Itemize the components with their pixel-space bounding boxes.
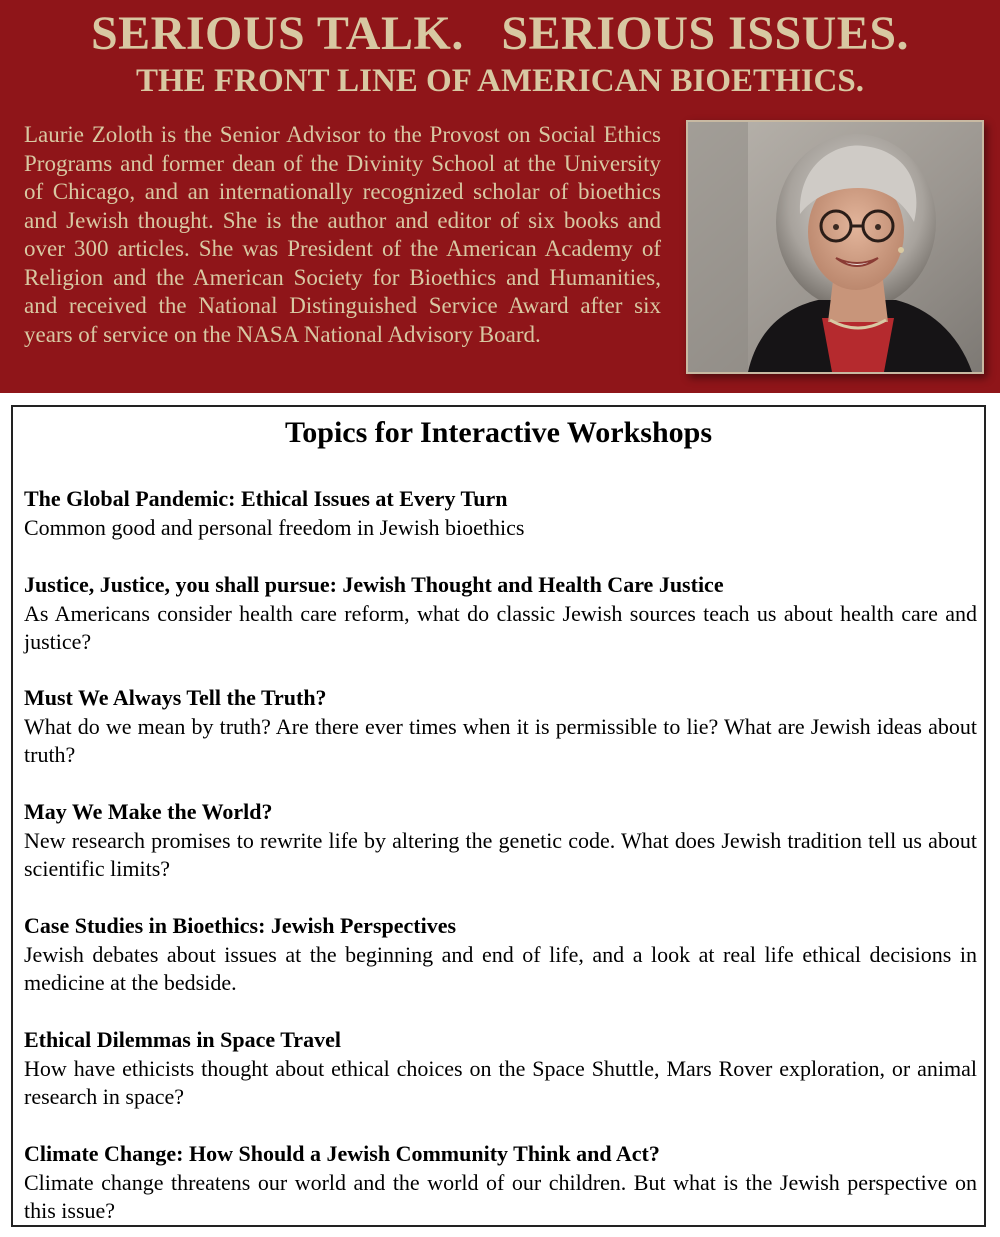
topic-title: May We Make the World? <box>24 799 273 824</box>
topic-description: New research promises to rewrite life by altering the genetic code. What does Jewish tradition tell us about scientific limits? <box>24 827 977 881</box>
topic-description: How have ethicists thought about ethical choices on the Space Shuttle, Mars Rover exploration, or animal research in space? <box>24 1055 977 1109</box>
headline-secondary: THE FRONT LINE OF AMERICAN BIOETHICS. <box>136 63 864 99</box>
speaker-bio: Laurie Zoloth is the Senior Advisor to the Provost on Social Ethics Programs and former dean of the Divinity School at the University of Chicago, and an internationally recognized scholar of bioethics and Jewish thought. She is the author and editor of six books and over 300 articles. She was President of the American Academy of Religion and the American Society for Bioethics and Humanities, and received the National Distinguished Service Award after six years of service on the NASA National Advisory Board. <box>24 122 661 347</box>
workshop-topic <box>24 485 977 542</box>
topic-description: Jewish debates about issues at the beginning and end of life, and a look at real life ethical decisions in medicine at the bedside. <box>24 941 977 995</box>
topic-title: Ethical Dilemmas in Space Travel <box>24 1027 341 1052</box>
topic-title: Justice, Justice, you shall pursue: Jewish Thought and Health Care Justice <box>24 572 724 597</box>
workshop-topic <box>24 1140 977 1226</box>
topic-title: Must We Always Tell the Truth? <box>24 685 327 710</box>
workshop-topic <box>24 798 977 884</box>
workshop-topics-heading: Topics for Interactive Workshops <box>285 416 712 449</box>
workshop-topic <box>24 684 977 770</box>
workshop-topic <box>24 1026 977 1112</box>
headline-primary: SERIOUS TALK. SERIOUS ISSUES. <box>90 7 910 60</box>
workshop-topics-panel <box>11 405 986 1227</box>
topic-description: Climate change threatens our world and the world of our children. But what is the Jewish perspective on this issue? <box>24 1169 977 1223</box>
topic-title: Case Studies in Bioethics: Jewish Perspectives <box>24 913 457 938</box>
workshop-topic <box>24 571 977 657</box>
workshop-topic <box>24 912 977 998</box>
header-banner <box>0 0 1000 393</box>
topic-description: What do we mean by truth? Are there ever times when it is permissible to lie? What are Jewish ideas about truth? <box>24 713 977 767</box>
speaker-portrait <box>686 120 984 374</box>
topic-description: Common good and personal freedom in Jewish bioethics <box>24 514 525 540</box>
topic-title: Climate Change: How Should a Jewish Community Think and Act? <box>24 1141 660 1166</box>
topic-title: The Global Pandemic: Ethical Issues at Every Turn <box>24 486 508 511</box>
topic-description: As Americans consider health care reform, what do classic Jewish sources teach us about health care and justice? <box>24 600 977 654</box>
